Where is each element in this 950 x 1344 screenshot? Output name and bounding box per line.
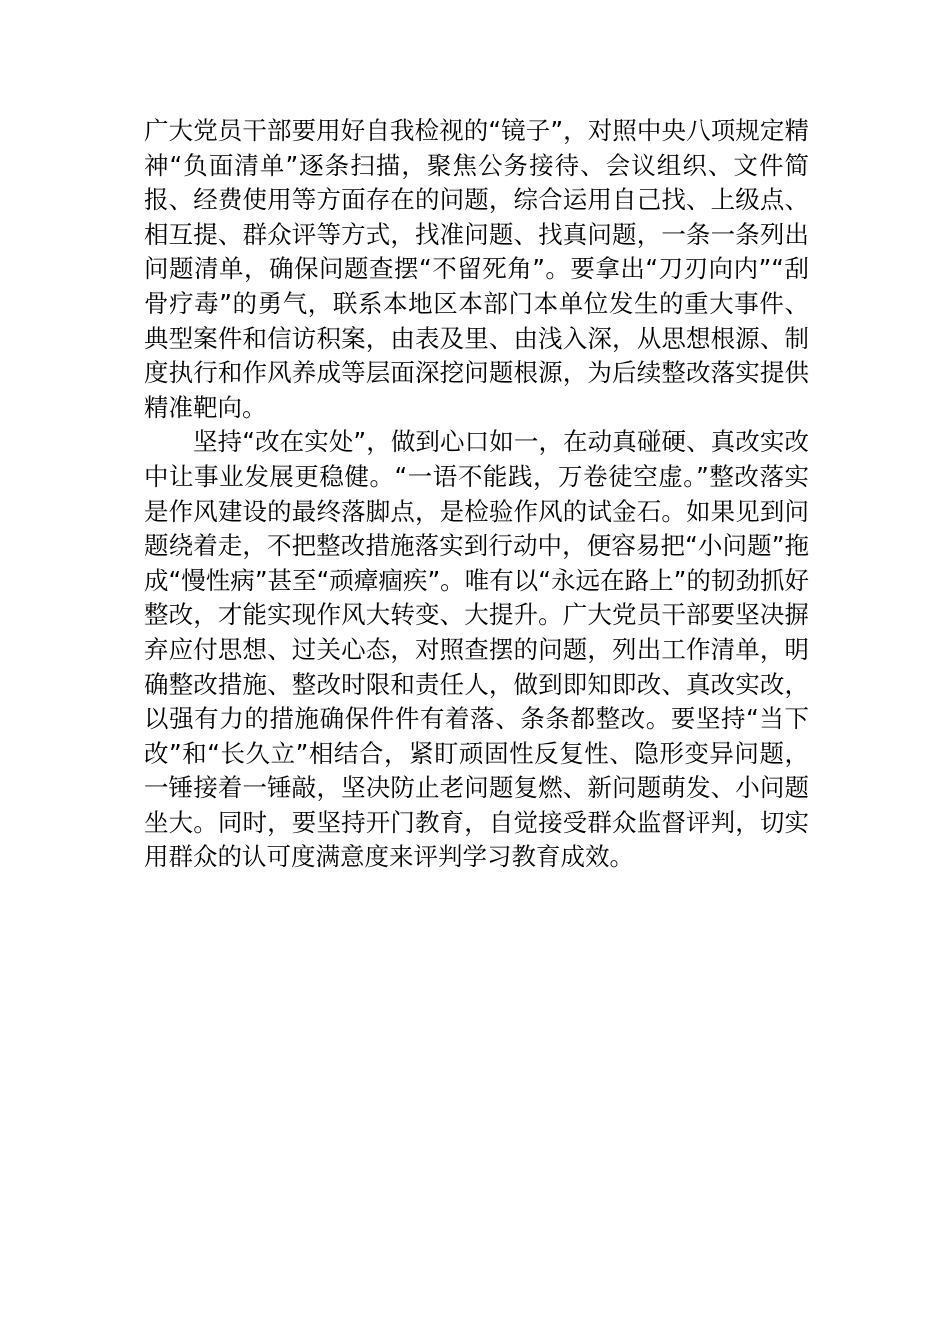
document-body: [144, 114, 809, 875]
paragraph-2: 坚持“改在实处”，做到心口如一，在动真碰硬、真改实改中让事业发展更稳健。“一语不能践，万卷徒空虚。”整改落实是作风建设的最终落脚点，是检验作风的试金石。如果见到问题绕着走，不把整改措施落实到行动中，便容易把“小问题”拖成“慢性病”甚至“顽瘴痼疾”。唯有以“永远在路上”的韧劲抓好整改，才能实现作风大转变、大提升。广大党员干部要坚决摒弃应付思想、过关心态，对照查摆的问题，列出工作清单，明确整改措施、整改时限和责任人，做到即知即改、真改实改，以强有力的措施确保件件有着落、条条都整改。要坚持“当下改”和“长久立”相结合，紧盯顽固性反复性、隐形变异问题，一锤接着一锤敲，坚决防止老问题复燃、新问题萌发、小问题坐大。同时，要坚持开门教育，自觉接受群众监督评判，切实用群众的认可度满意度来评判学习教育成效。: [144, 427, 809, 872]
paragraph-1: 广大党员干部要用好自我检视的“镜子”，对照中央八项规定精神“负面清单”逐条扫描，聚焦公务接待、会议组织、文件简报、经费使用等方面存在的问题，综合运用自己找、上级点、相互提、群众评等方式，找准问题、找真问题，一条一条列出问题清单，确保问题查摆“不留死角”。要拿出“刀刃向内”“刮骨疗毒”的勇气，联系本地区本部门本单位发生的重大事件、典型案件和信访积案，由表及里、由浅入深，从思想根源、制度执行和作风养成等层面深挖问题根源，为后续整改落实提供精准靶向。: [144, 116, 809, 422]
